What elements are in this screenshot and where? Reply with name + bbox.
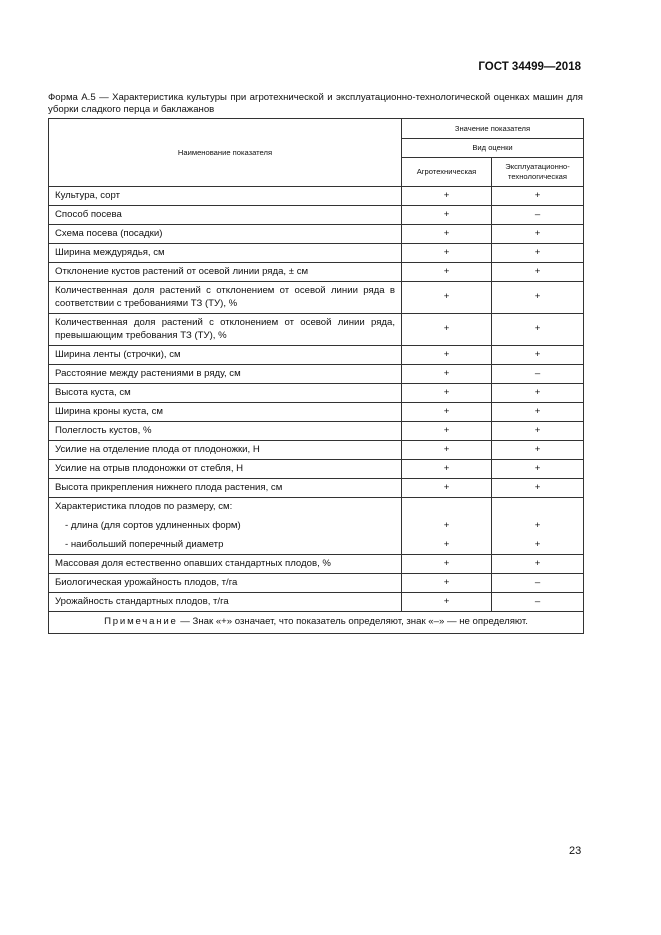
table-body-after <box>49 555 584 612</box>
row-expl-value: – <box>492 206 584 225</box>
row-agro-value: + <box>402 555 492 574</box>
row-agro-value: + <box>402 460 492 479</box>
row-name: Усилие на отрыв плодоножки от стебля, Н <box>49 460 402 479</box>
row-expl-value: + <box>492 282 584 314</box>
table-body <box>49 187 584 498</box>
row-name: Массовая доля естественно опавших стандартных плодов, % <box>49 555 402 574</box>
header-indicator-name: Наименование показателя <box>49 119 402 187</box>
row-agro-value: + <box>402 479 492 498</box>
table-row <box>49 536 584 555</box>
row-name: Количественная доля растений с отклонением от осевой линии ряда, превышающим требования ТЗ (ТУ), % <box>49 314 402 346</box>
header-agrotechnical: Агротехническая <box>402 158 492 187</box>
row-agro-value: + <box>402 206 492 225</box>
table-row <box>49 244 584 263</box>
row-name: Усилие на отделение плода от плодоножки, Н <box>49 441 402 460</box>
table-row <box>49 555 584 574</box>
row-agro-value: + <box>402 422 492 441</box>
form-caption: Форма А.5 — Характеристика культуры при агротехнической и эксплуатационно-технологической оценках машин для уборки сладкого перца и баклажанов <box>48 92 583 115</box>
row-name: Способ посева <box>49 206 402 225</box>
note-text: — Знак «+» означает, что показатель определяют, знак «–» — не определяют. <box>177 616 528 627</box>
table-row <box>49 365 584 384</box>
header-assessment-type: Вид оценки <box>402 139 584 158</box>
row-expl-value: + <box>492 479 584 498</box>
row-expl-value: + <box>492 517 584 536</box>
row-agro-value: + <box>402 517 492 536</box>
row-name: Полеглость кустов, % <box>49 422 402 441</box>
row-name: Биологическая урожайность плодов, т/га <box>49 574 402 593</box>
row-name: Отклонение кустов растений от осевой линии ряда, ± см <box>49 263 402 282</box>
row-agro-value: + <box>402 593 492 612</box>
table-row <box>49 422 584 441</box>
table-row <box>49 441 584 460</box>
row-name: Схема посева (посадки) <box>49 225 402 244</box>
row-expl-value: + <box>492 187 584 206</box>
row-agro-value: + <box>402 536 492 555</box>
page-number: 23 <box>569 845 582 857</box>
table-row <box>49 263 584 282</box>
note-row <box>49 612 584 634</box>
row-agro-value: + <box>402 441 492 460</box>
table-row <box>49 384 584 403</box>
table-row <box>49 314 584 346</box>
table-row <box>49 498 584 517</box>
row-expl-value: + <box>492 263 584 282</box>
row-name: Расстояние между растениями в ряду, см <box>49 365 402 384</box>
table-row <box>49 460 584 479</box>
row-name: Высота куста, см <box>49 384 402 403</box>
row-name: Ширина кроны куста, см <box>49 403 402 422</box>
table-row <box>49 403 584 422</box>
row-expl-value: + <box>492 225 584 244</box>
row-expl-value: + <box>492 555 584 574</box>
row-expl-value: – <box>492 593 584 612</box>
row-expl-value: + <box>492 422 584 441</box>
fruit-size-group <box>49 498 584 555</box>
table-row <box>49 517 584 536</box>
row-name: - длина (для сортов удлиненных форм) <box>49 517 402 536</box>
standard-number: ГОСТ 34499—2018 <box>478 61 581 73</box>
row-expl-value: – <box>492 365 584 384</box>
table-row <box>49 574 584 593</box>
row-name: - наибольший поперечный диаметр <box>49 536 402 555</box>
row-expl-value: + <box>492 244 584 263</box>
table-row <box>49 282 584 314</box>
table-row <box>49 346 584 365</box>
row-expl-value: + <box>492 536 584 555</box>
row-agro-value: + <box>402 282 492 314</box>
row-expl-value: + <box>492 346 584 365</box>
row-agro-value: + <box>402 263 492 282</box>
row-agro-value: + <box>402 384 492 403</box>
table-row <box>49 206 584 225</box>
row-agro-value: + <box>402 225 492 244</box>
group-title: Характеристика плодов по размеру, см: <box>49 498 402 517</box>
row-agro-value: + <box>402 314 492 346</box>
row-name: Высота прикрепления нижнего плода растения, см <box>49 479 402 498</box>
row-expl-value: + <box>492 384 584 403</box>
row-expl-value: + <box>492 403 584 422</box>
row-expl-value: + <box>492 314 584 346</box>
row-agro-value: + <box>402 346 492 365</box>
row-expl-value: + <box>492 460 584 479</box>
row-name: Урожайность стандартных плодов, т/га <box>49 593 402 612</box>
note-label: Примечание <box>104 616 178 627</box>
table-row <box>49 225 584 244</box>
row-agro-value: + <box>402 244 492 263</box>
header-indicator-value: Значение показателя <box>402 119 584 139</box>
row-agro-value: + <box>402 403 492 422</box>
table-row <box>49 187 584 206</box>
table-row <box>49 479 584 498</box>
row-expl-value: + <box>492 441 584 460</box>
table-note <box>49 612 584 634</box>
table-row <box>49 593 584 612</box>
row-name: Культура, сорт <box>49 187 402 206</box>
row-name: Количественная доля растений с отклонением от осевой линии ряда в соответствии с требованиями ТЗ (ТУ), % <box>49 282 402 314</box>
header-operational: Эксплуатационно-технологическая <box>492 158 584 187</box>
row-agro-value: + <box>402 574 492 593</box>
characteristics-table <box>48 118 584 634</box>
row-agro-value: + <box>402 187 492 206</box>
row-name: Ширина междурядья, см <box>49 244 402 263</box>
row-expl-value: – <box>492 574 584 593</box>
row-agro-value: + <box>402 365 492 384</box>
row-name: Ширина ленты (строчки), см <box>49 346 402 365</box>
